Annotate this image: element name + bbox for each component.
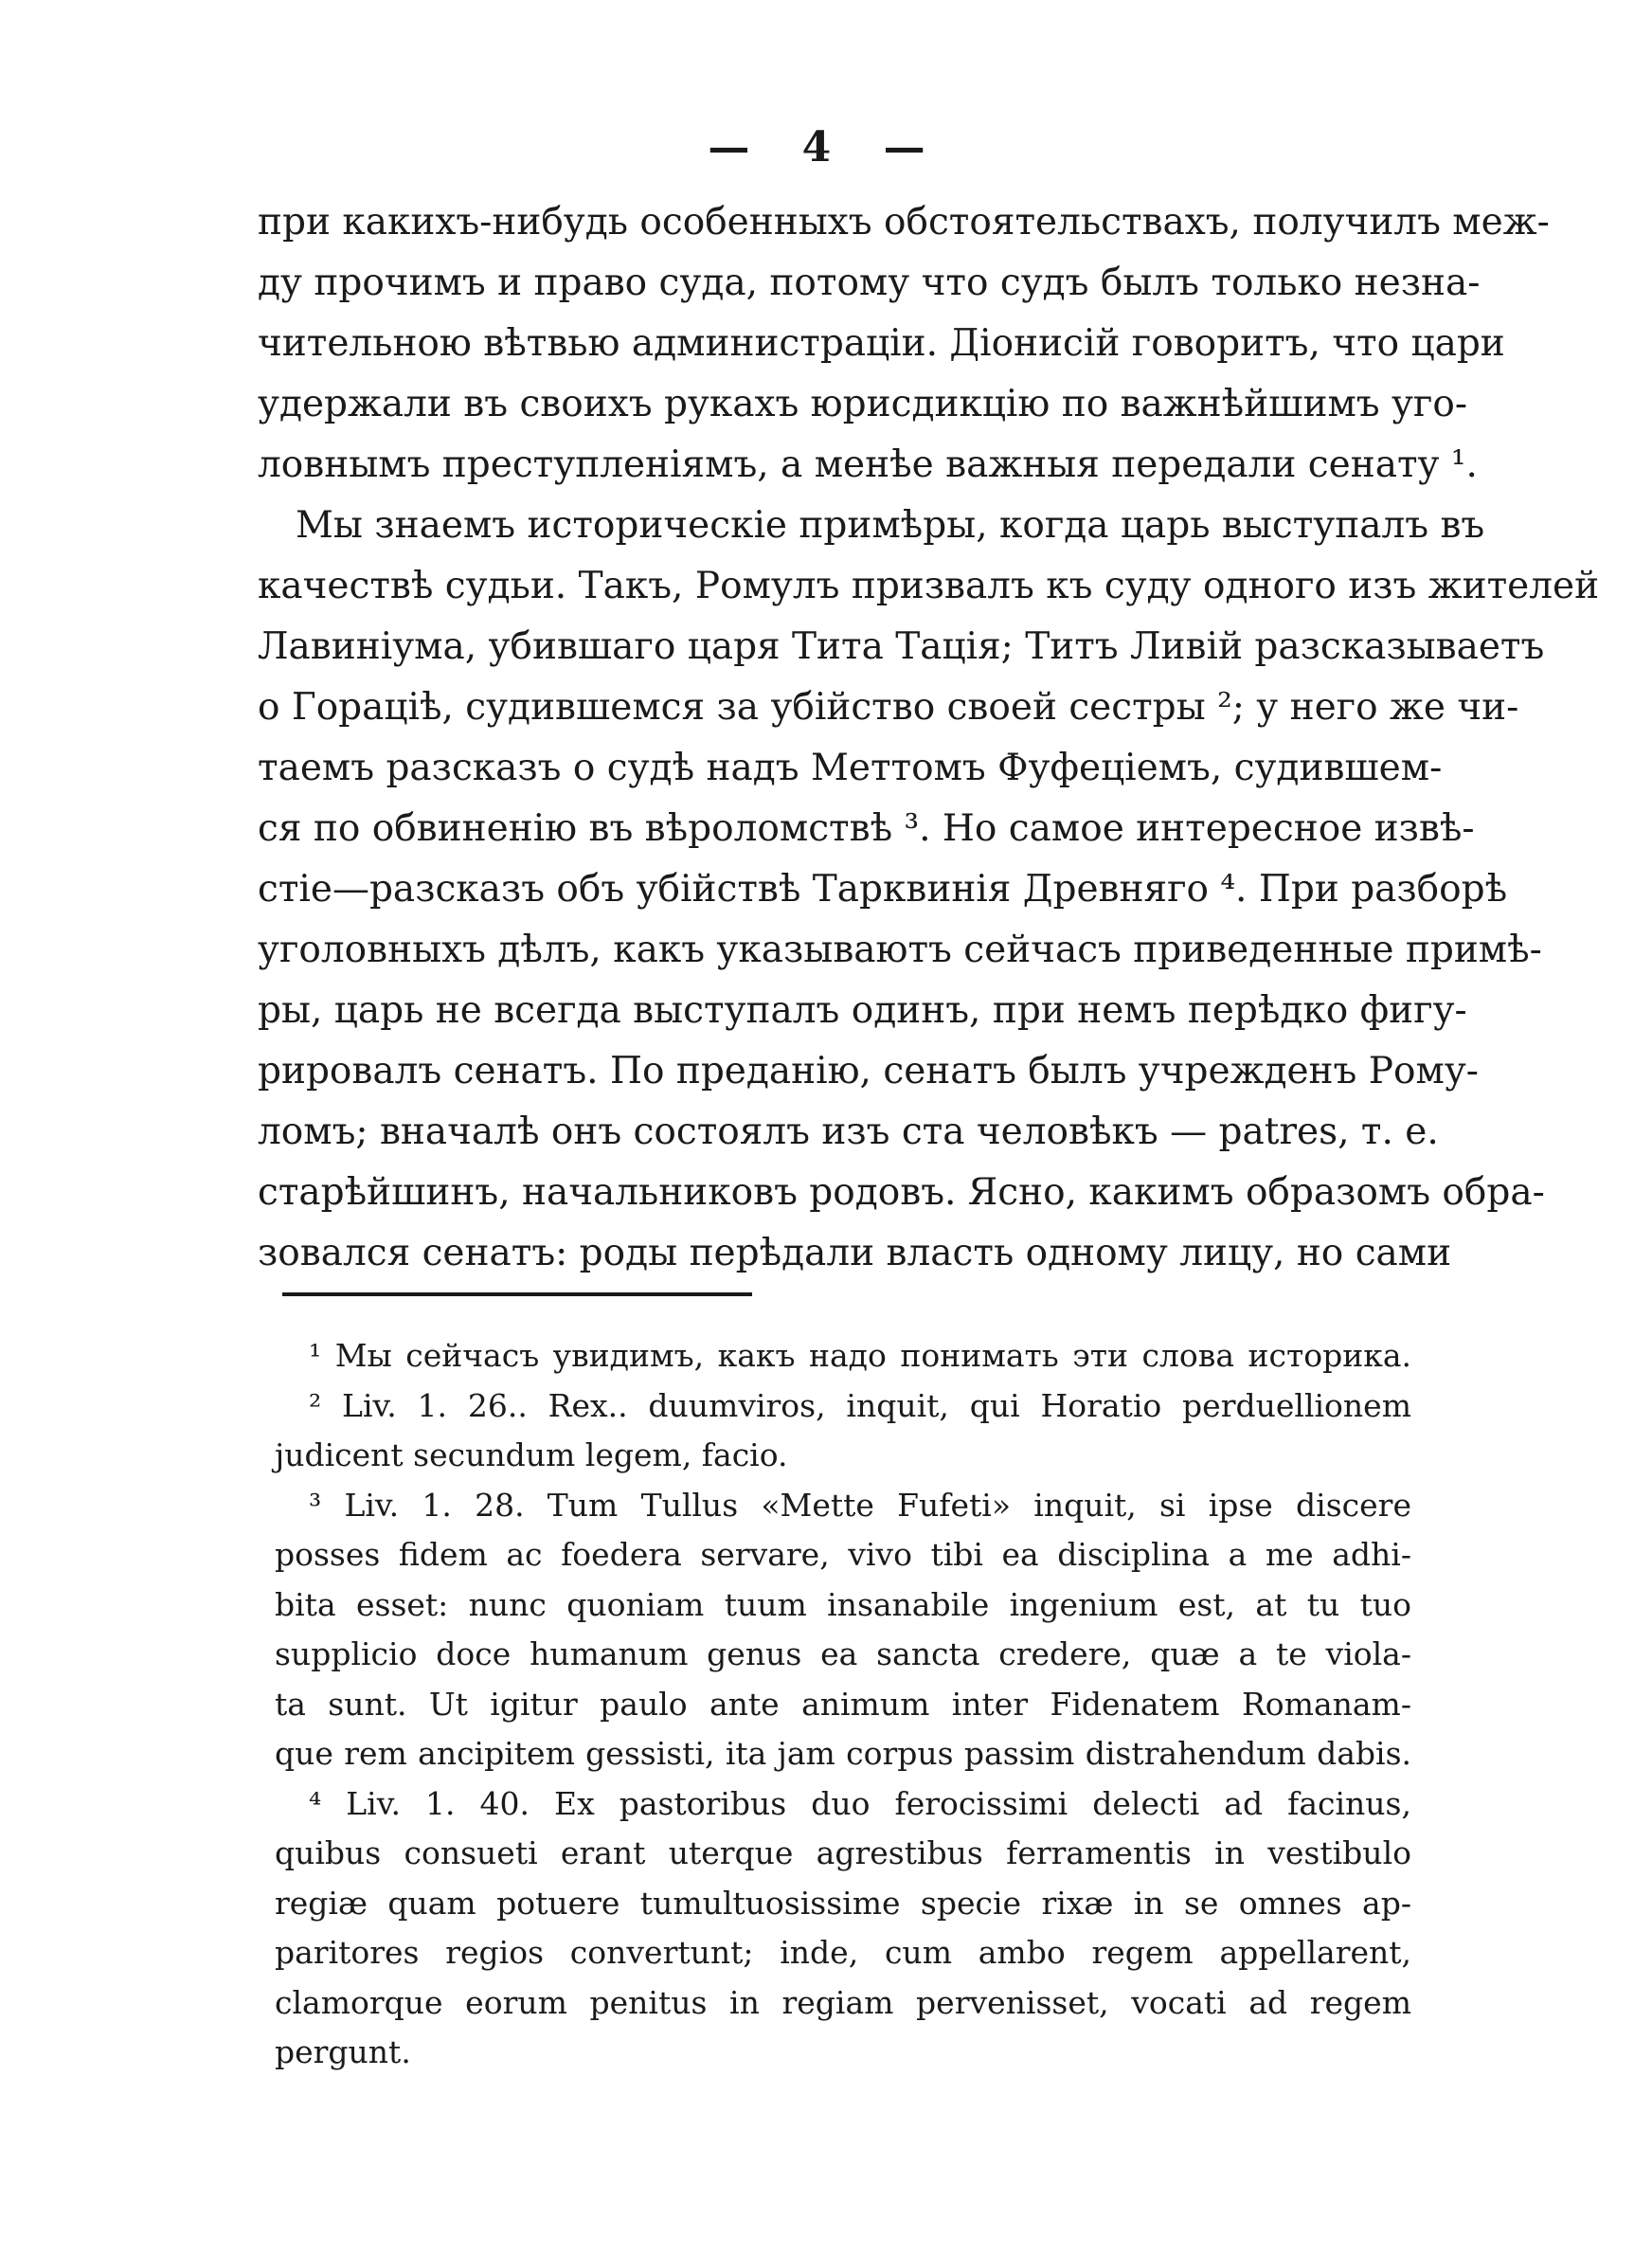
footnote-line: ² Liv. 1. 26.. Rex.. duumviros, inquit, qui Horatio perduellionem	[309, 1386, 1411, 1424]
text-line: ломъ; вначалѣ онъ состоялъ изъ ста человѣкъ — patres, т. е.	[258, 1110, 1439, 1153]
footnote-line: ⁴ Liv. 1. 40. Ex pastoribus duo ferocissimi delecti ad facinus,	[309, 1784, 1411, 1822]
text-line: качествѣ судьи. Такъ, Ромулъ призвалъ къ суду одного изъ жителей	[258, 565, 1600, 607]
footnote-line: ³ Liv. 1. 28. Tum Tullus «Mette Fufeti» inquit, si ipse discere	[309, 1486, 1411, 1524]
footnote-line: paritores regios convertunt; inde, cum ambo regem appellarent,	[275, 1934, 1411, 1971]
footnote-line: ¹ Мы сейчасъ увидимъ, какъ надо понимать эти слова историка.	[309, 1337, 1411, 1374]
text-line: Мы знаемъ историческіе примѣры, когда царь выступалъ въ	[296, 504, 1485, 547]
text-line: ся по обвиненію въ вѣроломствѣ ³. Но самое интересное извѣ-	[258, 807, 1475, 850]
text-line: ловнымъ преступленіямъ, а менѣе важныя передали сенату ¹.	[258, 443, 1478, 486]
footnote-line: judicent secundum legem, facio.	[275, 1436, 788, 1473]
text-line: ры, царь не всегда выступалъ одинъ, при немъ перѣдко фигу-	[258, 989, 1467, 1032]
text-line: ду прочимъ и право суда, потому что судъ былъ только незна-	[258, 262, 1481, 304]
text-line: зовался сенатъ: роды перѣдали власть одному лицу, но сами	[258, 1232, 1452, 1274]
footnote-line: regiæ quam potuere tumultuosissime specie rixæ in se omnes ap-	[275, 1884, 1411, 1922]
footnote-divider	[282, 1292, 752, 1296]
text-line: при какихъ-нибудь особенныхъ обстоятельствахъ, получилъ меж-	[258, 201, 1550, 244]
text-line: Лавиніума, убившаго царя Тита Тація; Титъ Ливій разсказываетъ	[258, 625, 1545, 668]
text-line: рировалъ сенатъ. По преданію, сенатъ былъ учрежденъ Рому-	[258, 1050, 1479, 1092]
page-number: — 4 —	[708, 123, 944, 172]
footnote-line: ta sunt. Ut igitur paulo ante animum inter Fidenatem Romanam-	[275, 1685, 1411, 1723]
text-line: старѣйшинъ, начальниковъ родовъ. Ясно, какимъ образомъ обра-	[258, 1171, 1545, 1214]
footnote-line: supplicio doce humanum genus ea sancta credere, quæ a te viola-	[275, 1635, 1411, 1672]
text-line: стіе—разсказъ объ убійствѣ Тарквинія Древняго ⁴. При разборѣ	[258, 868, 1508, 911]
text-line: чительною вѣтвью администраціи. Діонисій говоритъ, что цари	[258, 322, 1505, 365]
footnote-line: clamorque eorum penitus in regiam pervenisset, vocati ad regem	[275, 1983, 1411, 2021]
footnote-line: pergunt.	[275, 2033, 411, 2070]
text-line: удержали въ своихъ рукахъ юрисдикцію по важнѣйшимъ уго-	[258, 383, 1468, 425]
footnotes	[275, 1331, 1411, 2078]
text-line: таемъ разсказъ о судѣ надъ Меттомъ Фуфеціемъ, судившем-	[258, 747, 1443, 789]
footnote-line: quibus consueti erant uterque agrestibus ferramentis in vestibulo	[275, 1834, 1411, 1871]
main-text	[258, 192, 1600, 1284]
text-line: уголовныхъ дѣлъ, какъ указываютъ сейчасъ приведенные примѣ-	[258, 929, 1542, 971]
footnote-line: que rem ancipitem gessisti, ita jam corpus passim distrahendum dabis.	[275, 1735, 1411, 1772]
text-line: о Гораціѣ, судившемся за убійство своей сестры ²; у него же чи-	[258, 686, 1519, 729]
footnote-line: bita esset: nunc quoniam tuum insanabile ingenium est, at tu tuo	[275, 1585, 1411, 1623]
footnote-line: posses fidem ac foedera servare, vivo tibi ea disciplina a me adhi-	[275, 1536, 1411, 1573]
